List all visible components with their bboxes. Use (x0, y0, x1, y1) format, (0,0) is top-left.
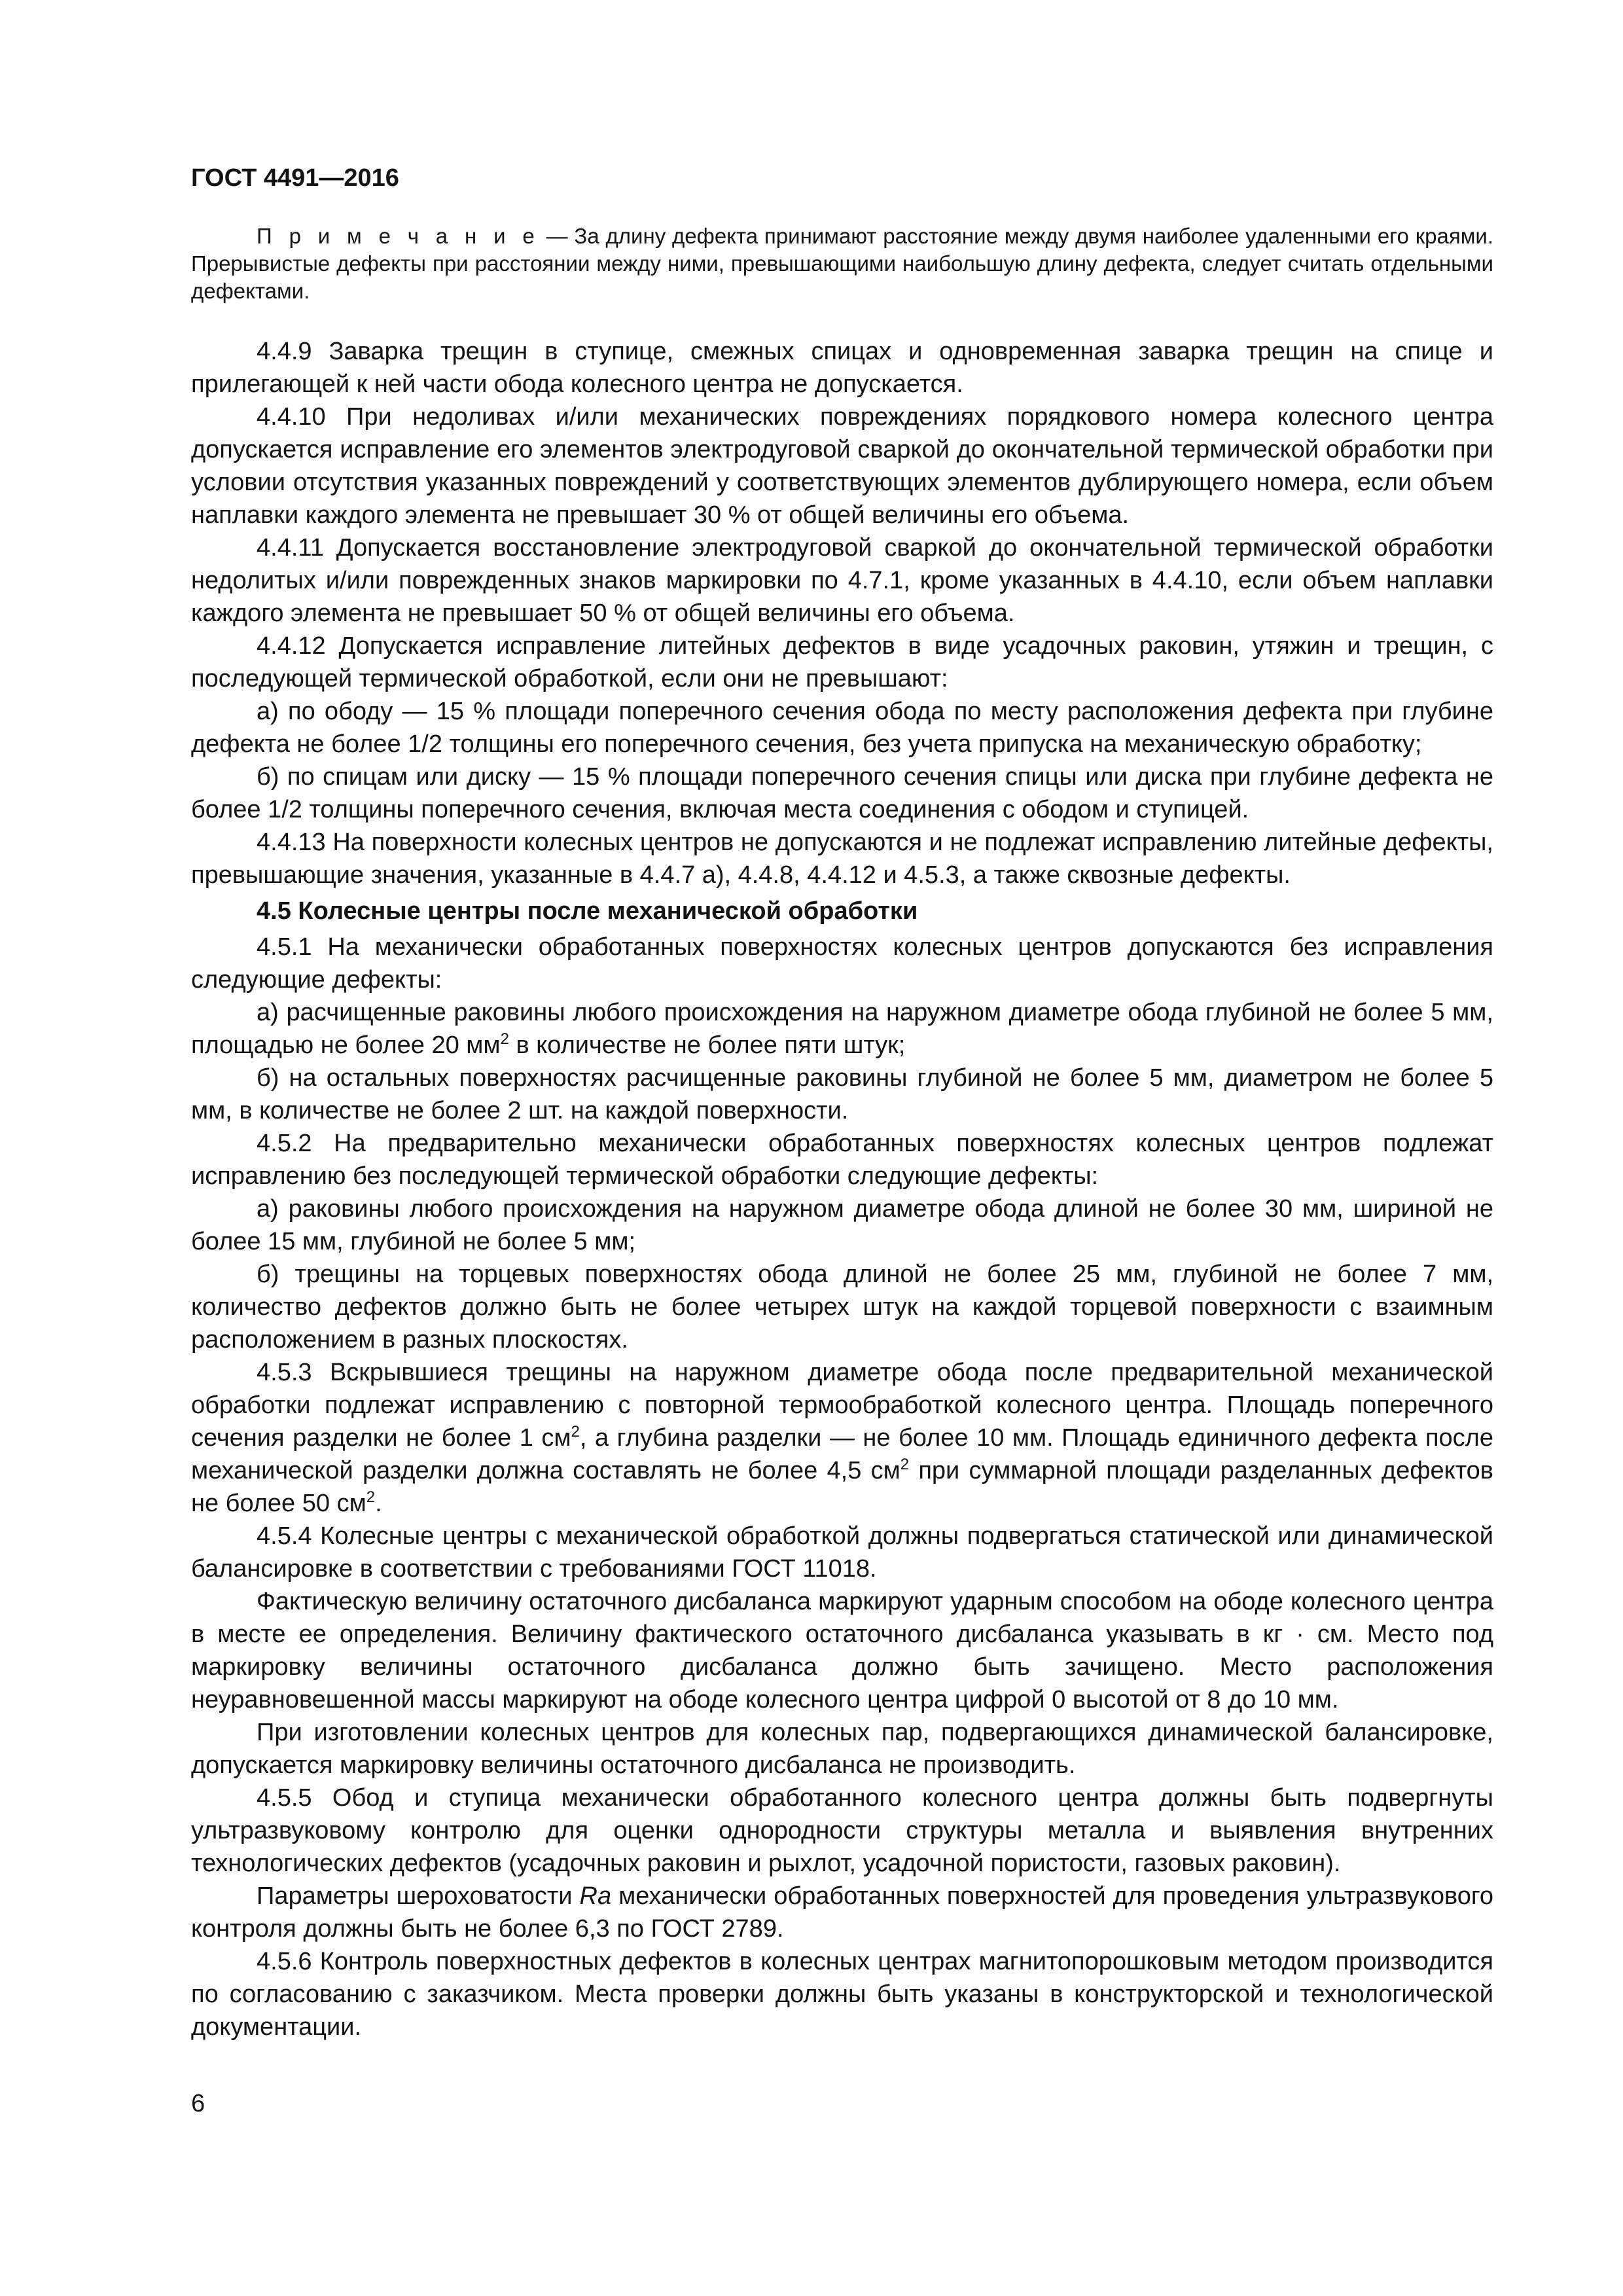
clause-4-5-4-marking: Фактическую величину остаточного дисбаланса маркируют ударным способом на ободе колесного центра в месте ее определения. Величину фактического остаточного дисбаланса указывать в кг · см. Место под маркировку величины остаточного дисбаланса должно быть зачищено. Место расположения неуравновешенной массы маркируют на ободе колесного центра цифрой 0 высотой от 8 до 10 мм. (191, 1588, 1493, 1713)
superscript: 2 (500, 1030, 509, 1048)
clause-4-4-9: 4.4.9 Заварка трещин в ступице, смежных спицах и одновременная заварка трещин на спице и прилегающей к ней части обода колесного центра не допускается. (191, 338, 1493, 398)
document-header: ГОСТ 4491—2016 (191, 164, 399, 192)
note-label: П р и м е ч а н и е (257, 224, 540, 248)
clause-4-5-6: 4.5.6 Контроль поверхностных дефектов в колесных центрах магнитопорошковым методом производится по согласованию с заказчиком. Места проверки должны быть указаны в конструкторской и технологической документации. (191, 1948, 1493, 2041)
clause-4-5-5-roughness (191, 1880, 1493, 1945)
clause-4-5-4: 4.5.4 Колесные центры с механической обработкой должны подвергаться статической или динамической балансировке в соответствии с требованиями ГОСТ 11018. (191, 1522, 1493, 1583)
clause-text: а) расчищенные раковины любого происхождения на наружном диаметре обода глубиной не более 5 мм, площадью не более 20 мм (191, 999, 1493, 1059)
superscript: 2 (900, 1456, 910, 1473)
clause-4-5-1-a (191, 996, 1493, 1062)
clause-4-5-4-dynamic: При изготовлении колесных центров для колесных пар, подвергающихся динамической балансировке, допускается маркировку величины остаточного дисбаланса не производить. (191, 1719, 1493, 1779)
clause-4-4-10: 4.4.10 При недоливах и/или механических повреждениях порядкового номера колесного центра допускается исправление его элементов электродуговой сваркой до окончательной термической обработки при условии отсутствия указанных повреждений у соответствующих элементов дублирующего номера, если объем наплавки каждого элемента не превышает 30 % от общей величины его объема. (191, 403, 1493, 529)
clause-4-5-1-b: б) на остальных поверхностях расчищенные раковины глубиной не более 5 мм, диаметром не более 5 мм, в количестве не более 2 шт. на каждой поверхности. (191, 1064, 1493, 1124)
note-paragraph (191, 223, 1493, 305)
superscript: 2 (571, 1423, 580, 1441)
clause-text: Параметры шероховатости (257, 1882, 580, 1910)
clause-4-5-5: 4.5.5 Обод и ступица механически обработанного колесного центра должны быть подвергнуты ультразвуковому контролю для оценки однородности структуры металла и выявления внутренних технологических дефектов (усадочных раковин и рыхлот, усадочной пористости, газовых раковин). (191, 1784, 1493, 1877)
clause-4-4-13: 4.4.13 На поверхности колесных центров не допускаются и не подлежат исправлению литейные дефекты, превышающие значения, указанные в 4.4.7 а), 4.4.8, 4.4.12 и 4.5.3, а также сквозные дефекты. (191, 829, 1493, 889)
clause-text: механически обработанных поверхностей для проведения ультразвукового контроля должны быть не более 6,3 по ГОСТ 2789. (191, 1882, 1493, 1943)
superscript: 2 (366, 1488, 376, 1506)
clause-4-5-2-b: б) трещины на торцевых поверхностях обода длиной не более 25 мм, глубиной не более 7 мм, количество дефектов должно быть не более четырех штук на каждой торцевой поверхности с взаимным расположением в разных плоскостях. (191, 1261, 1493, 1354)
note-text: — За длину дефекта принимают расстояние между двумя наиболее удаленными его краями. Прерывистые дефекты при расстоянии между ними, превышающими наибольшую длину дефекта, следует считать отдельными дефектами. (191, 224, 1493, 303)
clause-4-4-12-a: а) по ободу — 15 % площади поперечного сечения обода по месту расположения дефекта при глубине дефекта не более 1/2 толщины его поперечного сечения, без учета припуска на механическую обработку; (191, 698, 1493, 758)
clause-4-5-2-a: а) раковины любого происхождения на наружном диаметре обода длиной не более 30 мм, шириной не более 15 мм, глубиной не более 5 мм; (191, 1195, 1493, 1255)
page-number: 6 (191, 2090, 205, 2117)
clause-4-5-1: 4.5.1 На механически обработанных поверхностях колесных центров допускаются без исправления следующие дефекты: (191, 933, 1493, 994)
clause-4-5-3 (191, 1356, 1493, 1520)
roughness-symbol: Ra (579, 1882, 612, 1910)
clause-4-5-2: 4.5.2 На предварительно механически обработанных поверхностях колесных центров подлежат исправлению без последующей термической обработки следующие дефекты: (191, 1130, 1493, 1190)
clause-4-4-12-b: б) по спицам или диску — 15 % площади поперечного сечения спицы или диска при глубине дефекта не более 1/2 толщины поперечного сечения, включая места соединения с ободом и ступицей. (191, 763, 1493, 823)
clause-text: в количестве не более пяти штук; (508, 1031, 906, 1059)
clause-text: , а глубина разделки — не более 10 мм. Площадь единичного дефекта после механической разделки должна составлять не более 4,5 см (191, 1424, 1493, 1484)
clause-4-4-11: 4.4.11 Допускается восстановление электродуговой сваркой до окончательной термической обработки недолитых и/или поврежденных знаков маркировки по 4.7.1, кроме указанных в 4.4.10, если объем наплавки каждого элемента не превышает 50 % от общей величины его объема. (191, 534, 1493, 627)
page-body (191, 223, 1493, 2043)
clause-text: 4.5.3 Вскрывшиеся трещины на наружном диаметре обода после предварительной механической обработки подлежат исправлению с повторной термообработкой колесного центра. Площадь поперечного сечения разделки не более 1 см (191, 1359, 1493, 1452)
section-heading-4-5: 4.5 Колесные центры после механической обработки (257, 897, 918, 925)
clause-text: . (375, 1490, 382, 1517)
clause-4-4-12: 4.4.12 Допускается исправление литейных дефектов в виде усадочных раковин, утяжин и трещин, с последующей термической обработкой, если они не превышают: (191, 632, 1493, 692)
clause-text: при суммарной площади разделанных дефектов не более 50 см (191, 1457, 1493, 1517)
